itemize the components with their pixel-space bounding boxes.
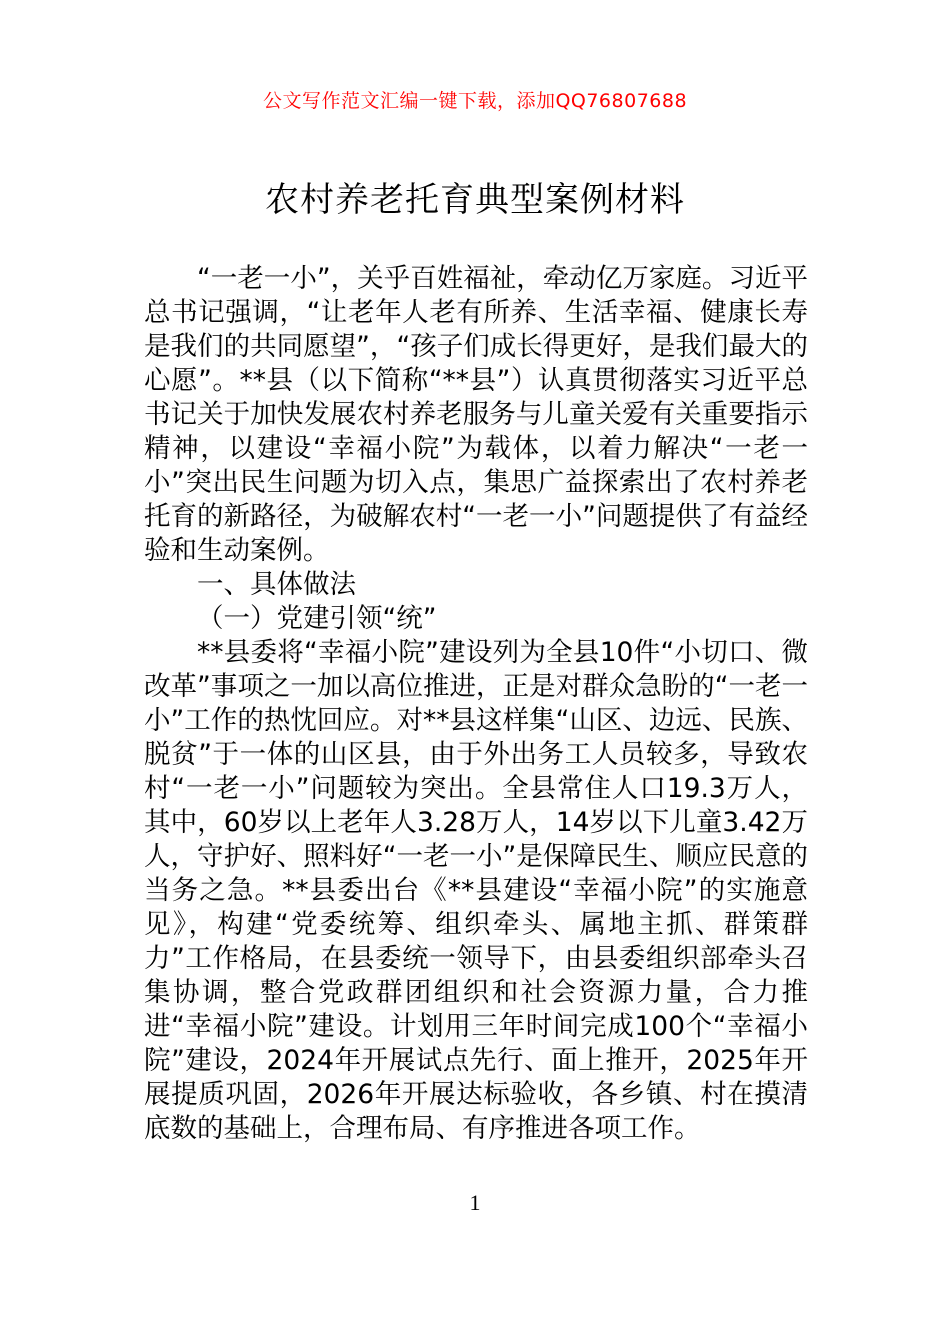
page-number: 1	[469, 1190, 481, 1215]
subsection-heading: （一）党建引领“统”	[197, 603, 437, 634]
intro-paragraph: “一老一小”，关乎百姓福祉，牵动亿万家庭。习近平总书记强调，“让老年人老有所养、生活幸福、健康长寿是我们的共同愿望”，“孩子们成长得更好，是我们最大的心愿”。**县（以下简称“**县”）认真贯彻落实习近平总书记关于加快发展农村养老服务与儿童关爱有关重要指示精神，以建设“幸福小院”为载体，以着力解决“一老一小”突出民生问题为切入点，集思广益探索出了农村养老托育的新路径，为破解农村“一老一小”问题提供了有益经验和生动案例。	[144, 263, 808, 566]
header-download-note: 公文写作范文汇编一键下载，添加QQ76807688	[262, 90, 688, 112]
document-title: 农村养老托育典型案例材料	[265, 180, 685, 220]
body-paragraph: **县委将“幸福小院”建设列为全县10件“小切口、微改革”事项之一加以高位推进，正是对群众急盼的“一老一小”工作的热忱回应。对**县这样集“山区、边远、民族、脱贫”于一体的山区县，由于外出务工人员较多，导致农村“一老一小”问题较为突出。全县常住人口19.3万人，其中，60岁以上老年人3.28万人，14岁以下儿童3.42万人，守护好、照料好“一老一小”是保障民生、顺应民意的当务之急。**县委出台《**县建设“幸福小院”的实施意见》，构建“党委统筹、组织牵头、属地主抓、群策群力”工作格局，在县委统一领导下，由县委组织部牵头召集协调，整合党政群团组织和社会资源力量，合力推进“幸福小院”建设。计划用三年时间完成100个“幸福小院”建设，2024年开展试点先行、面上推开，2025年开展提质巩固，2026年开展达标验收，各乡镇、村在摸清底数的基础上，合理布局、有序推进各项工作。	[144, 637, 808, 1144]
section-heading: 一、具体做法	[197, 569, 356, 600]
document-body	[144, 262, 808, 1146]
